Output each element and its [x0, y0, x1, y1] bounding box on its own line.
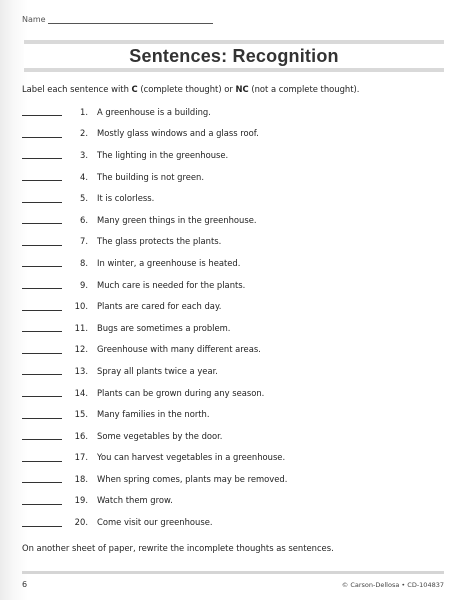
complete-code: C: [131, 84, 138, 94]
list-item: [22, 187, 442, 209]
name-label: Name: [22, 15, 46, 24]
answer-blank[interactable]: [22, 323, 62, 332]
answer-blank[interactable]: [22, 431, 62, 440]
list-item: [22, 144, 442, 166]
item-text: In winter, a greenhouse is heated.: [97, 257, 241, 268]
item-text: Spray all plants twice a year.: [97, 365, 218, 376]
answer-blank[interactable]: [22, 172, 62, 181]
page-number: 6: [22, 580, 28, 589]
answer-blank[interactable]: [22, 345, 62, 354]
answer-blank[interactable]: [22, 129, 62, 138]
item-number: 15.: [74, 409, 88, 420]
item-number: 1.: [80, 106, 88, 117]
answer-blank[interactable]: [22, 237, 62, 246]
item-number: 10.: [74, 301, 88, 312]
list-item: [22, 101, 442, 123]
sentence-list: [22, 101, 442, 533]
item-number: 19.: [74, 495, 88, 506]
name-blank-line[interactable]: [48, 14, 213, 24]
list-item: [22, 166, 442, 188]
list-item: [22, 231, 442, 253]
list-item: [22, 317, 442, 339]
list-item: [22, 209, 442, 231]
list-item: [22, 252, 442, 274]
item-text: The building is not green.: [97, 171, 205, 182]
page-title: Sentences: Recognition: [129, 46, 339, 66]
list-item: [22, 490, 442, 512]
item-number: 17.: [74, 452, 88, 463]
instructions-prefix: Label each sentence with: [22, 84, 132, 94]
list-item: [22, 425, 442, 447]
item-text: Bugs are sometimes a problem.: [97, 322, 231, 333]
list-item: [22, 123, 442, 145]
item-text: The glass protects the plants.: [97, 236, 222, 247]
item-number: 11.: [74, 322, 88, 333]
not-complete-description: (not a complete thought).: [248, 84, 360, 94]
answer-blank[interactable]: [22, 150, 62, 159]
item-text: Mostly glass windows and a glass roof.: [97, 128, 259, 139]
item-number: 18.: [74, 473, 88, 484]
item-text: The lighting in the greenhouse.: [97, 149, 229, 160]
item-text: Much care is needed for the plants.: [97, 279, 246, 290]
answer-blank[interactable]: [22, 518, 62, 527]
answer-blank[interactable]: [22, 302, 62, 311]
footer-divider: [22, 571, 444, 574]
list-item: [22, 447, 442, 469]
item-text: Plants are cared for each day.: [97, 301, 222, 312]
item-number: 16.: [74, 430, 88, 441]
list-item: [22, 360, 442, 382]
item-number: 9.: [80, 279, 88, 290]
item-number: 14.: [74, 387, 88, 398]
list-item: [22, 511, 442, 533]
list-item: [22, 382, 442, 404]
item-number: 20.: [74, 517, 88, 528]
answer-blank[interactable]: [22, 474, 62, 483]
item-number: 7.: [80, 236, 88, 247]
item-text: Watch them grow.: [97, 495, 173, 506]
item-number: 3.: [80, 149, 88, 160]
item-text: Many green things in the greenhouse.: [97, 214, 257, 225]
list-item: [22, 339, 442, 361]
answer-blank[interactable]: [22, 258, 62, 267]
answer-blank[interactable]: [22, 388, 62, 397]
list-item: [22, 403, 442, 425]
item-number: 2.: [80, 128, 88, 139]
closing-instruction: On another sheet of paper, rewrite the incomplete thoughts as sentences.: [22, 543, 334, 553]
item-number: 4.: [80, 171, 88, 182]
answer-blank[interactable]: [22, 496, 62, 505]
list-item: [22, 295, 442, 317]
complete-description: (complete thought) or: [137, 84, 236, 94]
item-text: You can harvest vegetables in a greenhouse.: [97, 452, 286, 463]
not-complete-code: NC: [235, 84, 249, 94]
answer-blank[interactable]: [22, 215, 62, 224]
name-field: [22, 14, 213, 24]
item-number: 8.: [80, 257, 88, 268]
answer-blank[interactable]: [22, 366, 62, 375]
instructions: [22, 84, 359, 94]
item-text: Plants can be grown during any season.: [97, 387, 265, 398]
item-number: 5.: [80, 193, 88, 204]
answer-blank[interactable]: [22, 280, 62, 289]
item-text: Greenhouse with many different areas.: [97, 344, 261, 355]
item-text: Many families in the north.: [97, 409, 210, 420]
item-text: A greenhouse is a building.: [97, 106, 211, 117]
item-number: 6.: [80, 214, 88, 225]
list-item: [22, 468, 442, 490]
list-item: [22, 274, 442, 296]
item-number: 12.: [74, 344, 88, 355]
answer-blank[interactable]: [22, 194, 62, 203]
item-text: When spring comes, plants may be removed.: [97, 473, 288, 484]
item-text: Some vegetables by the door.: [97, 430, 223, 441]
answer-blank[interactable]: [22, 453, 62, 462]
item-number: 13.: [74, 365, 88, 376]
answer-blank[interactable]: [22, 410, 62, 419]
item-text: It is colorless.: [97, 193, 155, 204]
item-text: Come visit our greenhouse.: [97, 517, 213, 528]
answer-blank[interactable]: [22, 107, 62, 116]
copyright-notice: © Carson-Dellosa • CD-104837: [341, 581, 444, 589]
